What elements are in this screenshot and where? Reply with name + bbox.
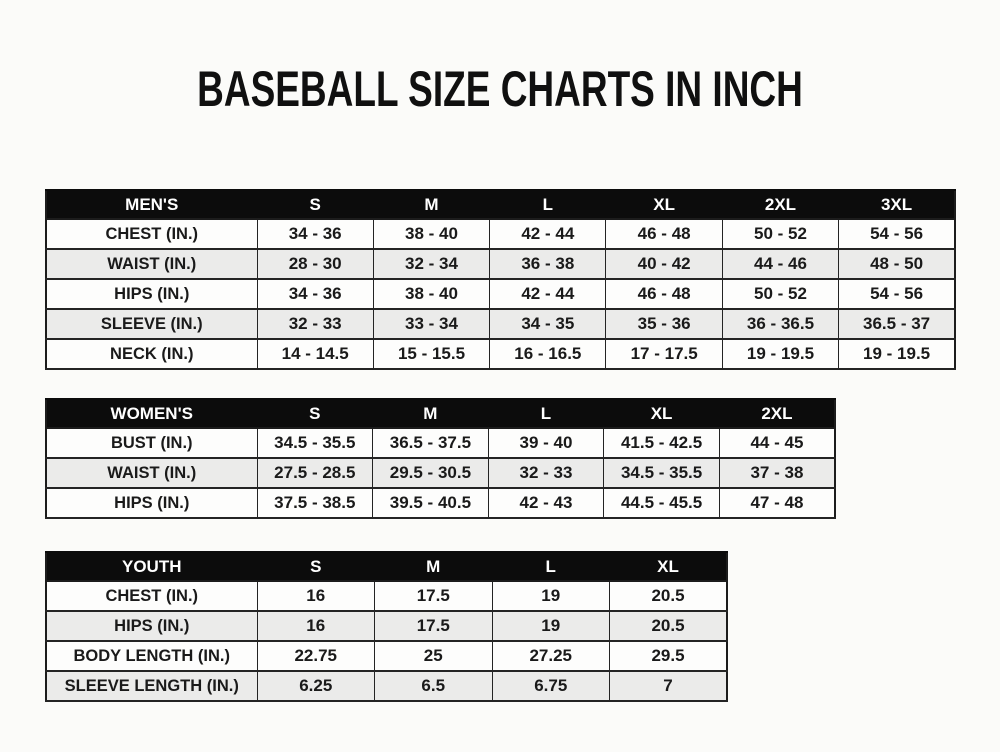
size-value-cell: 36.5 - 37.5: [373, 428, 489, 458]
measure-row-label: SLEEVE LENGTH (IN.): [46, 671, 257, 701]
table-row: [46, 309, 955, 339]
table-row: [46, 249, 955, 279]
size-value-cell: 54 - 56: [839, 279, 955, 309]
size-value-cell: 54 - 56: [839, 219, 955, 249]
size-value-cell: 36 - 38: [490, 249, 606, 279]
size-value-cell: 7: [610, 671, 728, 701]
size-column-header: M: [375, 552, 493, 581]
size-value-cell: 36 - 36.5: [722, 309, 838, 339]
size-value-cell: 36.5 - 37: [839, 309, 955, 339]
table-group-title: YOUTH: [46, 552, 257, 581]
size-value-cell: 39.5 - 40.5: [373, 488, 489, 518]
size-value-cell: 17.5: [375, 581, 493, 611]
size-value-cell: 38 - 40: [373, 219, 489, 249]
header-row: [46, 552, 727, 581]
size-column-header: M: [373, 399, 489, 428]
size-column-header: L: [490, 190, 606, 219]
table-row: [46, 641, 727, 671]
size-value-cell: 29.5 - 30.5: [373, 458, 489, 488]
size-value-cell: 28 - 30: [257, 249, 373, 279]
size-value-cell: 44.5 - 45.5: [604, 488, 720, 518]
size-value-cell: 44 - 46: [722, 249, 838, 279]
youth-size-table: [45, 551, 728, 702]
size-value-cell: 32 - 33: [257, 309, 373, 339]
measure-row-label: HIPS (IN.): [46, 488, 257, 518]
mens-size-table: [45, 189, 956, 370]
size-value-cell: 19: [492, 611, 610, 641]
size-value-cell: 16: [257, 581, 375, 611]
size-value-cell: 17.5: [375, 611, 493, 641]
size-column-header: S: [257, 552, 375, 581]
size-value-cell: 19: [492, 581, 610, 611]
size-column-header: M: [373, 190, 489, 219]
size-value-cell: 32 - 33: [488, 458, 604, 488]
header-row: [46, 399, 835, 428]
size-value-cell: 29.5: [610, 641, 728, 671]
size-value-cell: 38 - 40: [373, 279, 489, 309]
size-column-header: 2XL: [719, 399, 835, 428]
size-column-header: XL: [604, 399, 720, 428]
page-title: BASEBALL SIZE CHARTS IN INCH: [197, 61, 803, 117]
size-value-cell: 17 - 17.5: [606, 339, 722, 369]
measure-row-label: HIPS (IN.): [46, 611, 257, 641]
size-value-cell: 42 - 44: [490, 219, 606, 249]
size-value-cell: 37 - 38: [719, 458, 835, 488]
size-value-cell: 37.5 - 38.5: [257, 488, 373, 518]
size-value-cell: 25: [375, 641, 493, 671]
measure-row-label: WAIST (IN.): [46, 249, 257, 279]
table-row: [46, 488, 835, 518]
table-group-title: WOMEN'S: [46, 399, 257, 428]
size-value-cell: 48 - 50: [839, 249, 955, 279]
size-value-cell: 27.25: [492, 641, 610, 671]
size-value-cell: 33 - 34: [373, 309, 489, 339]
measure-row-label: NECK (IN.): [46, 339, 257, 369]
table-row: [46, 219, 955, 249]
size-value-cell: 46 - 48: [606, 219, 722, 249]
size-column-header: L: [488, 399, 604, 428]
size-column-header: S: [257, 190, 373, 219]
size-value-cell: 6.5: [375, 671, 493, 701]
size-value-cell: 42 - 43: [488, 488, 604, 518]
size-value-cell: 32 - 34: [373, 249, 489, 279]
table-row: [46, 581, 727, 611]
size-value-cell: 19 - 19.5: [722, 339, 838, 369]
measure-row-label: SLEEVE (IN.): [46, 309, 257, 339]
measure-row-label: BUST (IN.): [46, 428, 257, 458]
size-value-cell: 50 - 52: [722, 219, 838, 249]
table-row: [46, 611, 727, 641]
size-column-header: 3XL: [839, 190, 955, 219]
table-row: [46, 279, 955, 309]
size-value-cell: 16 - 16.5: [490, 339, 606, 369]
size-value-cell: 34 - 36: [257, 219, 373, 249]
size-value-cell: 34 - 36: [257, 279, 373, 309]
size-value-cell: 35 - 36: [606, 309, 722, 339]
measure-row-label: HIPS (IN.): [46, 279, 257, 309]
size-value-cell: 34.5 - 35.5: [257, 428, 373, 458]
table-row: [46, 339, 955, 369]
size-value-cell: 22.75: [257, 641, 375, 671]
size-value-cell: 47 - 48: [719, 488, 835, 518]
table-row: [46, 671, 727, 701]
size-column-header: 2XL: [722, 190, 838, 219]
size-column-header: S: [257, 399, 373, 428]
measure-row-label: WAIST (IN.): [46, 458, 257, 488]
size-column-header: L: [492, 552, 610, 581]
measure-row-label: CHEST (IN.): [46, 219, 257, 249]
womens-size-table: [45, 398, 836, 519]
size-value-cell: 42 - 44: [490, 279, 606, 309]
header-row: [46, 190, 955, 219]
size-value-cell: 34.5 - 35.5: [604, 458, 720, 488]
size-column-header: XL: [606, 190, 722, 219]
size-value-cell: 16: [257, 611, 375, 641]
size-value-cell: 19 - 19.5: [839, 339, 955, 369]
size-value-cell: 41.5 - 42.5: [604, 428, 720, 458]
size-value-cell: 6.25: [257, 671, 375, 701]
size-value-cell: 34 - 35: [490, 309, 606, 339]
table-group-title: MEN'S: [46, 190, 257, 219]
measure-row-label: CHEST (IN.): [46, 581, 257, 611]
table-row: [46, 458, 835, 488]
size-value-cell: 27.5 - 28.5: [257, 458, 373, 488]
size-value-cell: 40 - 42: [606, 249, 722, 279]
table-row: [46, 428, 835, 458]
size-value-cell: 39 - 40: [488, 428, 604, 458]
size-value-cell: 6.75: [492, 671, 610, 701]
size-value-cell: 20.5: [610, 611, 728, 641]
size-value-cell: 46 - 48: [606, 279, 722, 309]
measure-row-label: BODY LENGTH (IN.): [46, 641, 257, 671]
size-value-cell: 14 - 14.5: [257, 339, 373, 369]
size-column-header: XL: [610, 552, 728, 581]
size-value-cell: 20.5: [610, 581, 728, 611]
size-value-cell: 15 - 15.5: [373, 339, 489, 369]
size-value-cell: 44 - 45: [719, 428, 835, 458]
size-value-cell: 50 - 52: [722, 279, 838, 309]
